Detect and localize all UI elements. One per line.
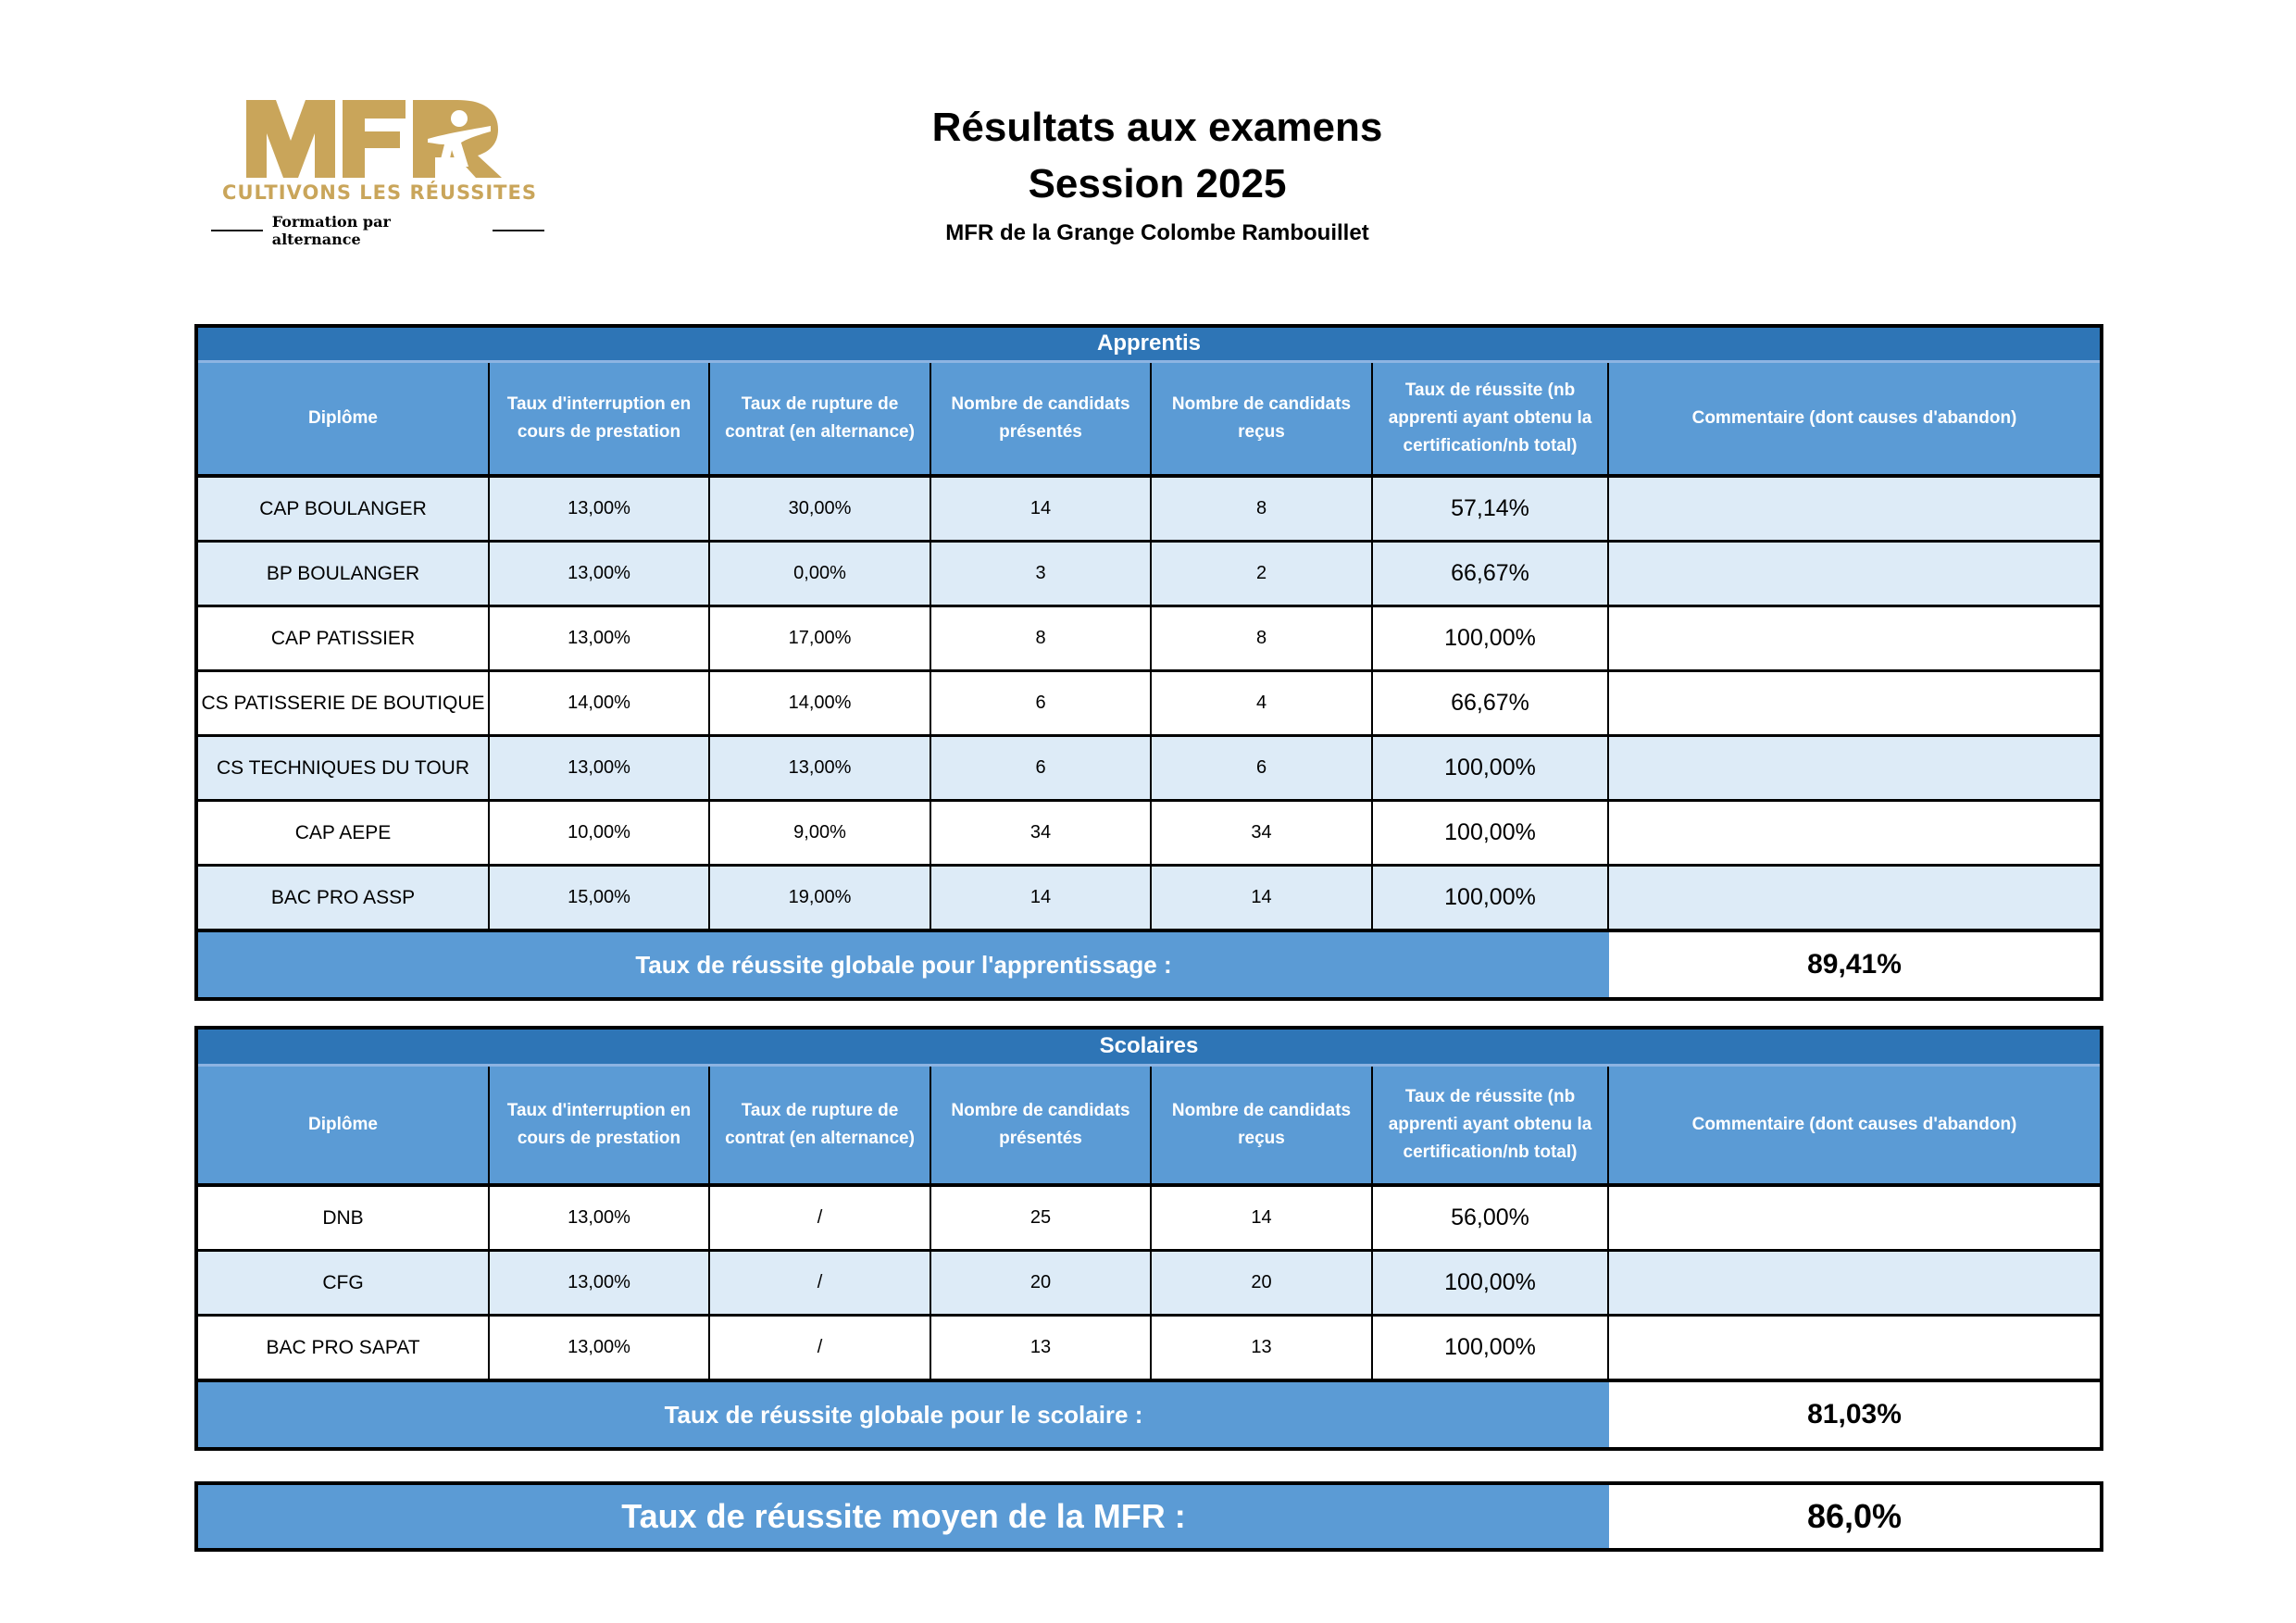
- table-row: [198, 1317, 2100, 1381]
- cell-reussite: 66,67%: [1373, 672, 1609, 734]
- scolaires-total-value: 81,03%: [1609, 1382, 2100, 1447]
- scolaires-header-row: [198, 1067, 2100, 1187]
- cell-diplome: CS PATISSERIE DE BOUTIQUE: [198, 672, 490, 734]
- cell-commentaire: [1609, 672, 2100, 734]
- cell-diplome: CAP PATISSIER: [198, 607, 490, 669]
- apprentis-table: [194, 324, 2103, 1001]
- cell-rupture: /: [710, 1317, 931, 1379]
- table-row: [198, 672, 2100, 737]
- apprentis-title: Apprentis: [198, 328, 2100, 363]
- apprentis-header-row: [198, 363, 2100, 478]
- col-rupture: Taux de rupture de contrat (en alternance): [710, 363, 931, 474]
- cell-presentes: 3: [931, 543, 1152, 605]
- col-recus: Nombre de candidats reçus: [1152, 363, 1373, 474]
- cell-commentaire: [1609, 478, 2100, 540]
- divider: [493, 230, 544, 231]
- cell-interruption: 13,00%: [490, 543, 710, 605]
- cell-presentes: 6: [931, 672, 1152, 734]
- logo-subtitle: [211, 213, 544, 248]
- apprentis-rows: [198, 478, 2100, 931]
- col-presentes: Nombre de candidats présentés: [931, 363, 1152, 474]
- col-interruption: Taux d'interruption en cours de prestation: [490, 363, 710, 474]
- cell-recus: 2: [1152, 543, 1373, 605]
- col-rupture: Taux de rupture de contrat (en alternance): [710, 1067, 931, 1183]
- table-row: [198, 1187, 2100, 1252]
- cell-commentaire: [1609, 607, 2100, 669]
- cell-rupture: 17,00%: [710, 607, 931, 669]
- cell-presentes: 8: [931, 607, 1152, 669]
- table-row: [198, 867, 2100, 931]
- cell-recus: 6: [1152, 737, 1373, 799]
- scolaires-table: [194, 1026, 2103, 1451]
- cell-recus: 20: [1152, 1252, 1373, 1314]
- cell-reussite: 100,00%: [1373, 867, 1609, 929]
- logo-mfr-letters: [239, 93, 535, 185]
- cell-rupture: 14,00%: [710, 672, 931, 734]
- table-row: [198, 802, 2100, 867]
- scolaires-total-row: [198, 1381, 2100, 1447]
- table-row: [198, 478, 2100, 543]
- cell-commentaire: [1609, 867, 2100, 929]
- cell-reussite: 100,00%: [1373, 802, 1609, 864]
- cell-reussite: 66,67%: [1373, 543, 1609, 605]
- mfr-average-label: Taux de réussite moyen de la MFR :: [198, 1485, 1609, 1548]
- cell-presentes: 14: [931, 478, 1152, 540]
- col-recus: Nombre de candidats reçus: [1152, 1067, 1373, 1183]
- cell-interruption: 13,00%: [490, 1187, 710, 1249]
- scolaires-total-label: Taux de réussite globale pour le scolaire :: [198, 1382, 1609, 1447]
- logo-subtitle-text: Formation par alternance: [271, 213, 391, 248]
- col-diplome: Diplôme: [198, 1067, 490, 1183]
- page-title: Résultats aux examens: [931, 105, 1383, 150]
- mfr-logo: [211, 93, 544, 248]
- cell-diplome: CS TECHNIQUES DU TOUR: [198, 737, 490, 799]
- cell-rupture: /: [710, 1187, 931, 1249]
- cell-presentes: 34: [931, 802, 1152, 864]
- cell-commentaire: [1609, 802, 2100, 864]
- cell-diplome: BP BOULANGER: [198, 543, 490, 605]
- divider: [211, 230, 263, 231]
- cell-diplome: BAC PRO ASSP: [198, 867, 490, 929]
- cell-recus: 13: [1152, 1317, 1373, 1379]
- cell-presentes: 13: [931, 1317, 1152, 1379]
- cell-recus: 14: [1152, 1187, 1373, 1249]
- table-row: [198, 737, 2100, 802]
- logo-tagline: CULTIVONS LES RÉUSSITES: [222, 181, 537, 204]
- cell-recus: 34: [1152, 802, 1373, 864]
- cell-commentaire: [1609, 1317, 2100, 1379]
- cell-presentes: 14: [931, 867, 1152, 929]
- cell-presentes: 25: [931, 1187, 1152, 1249]
- cell-presentes: 20: [931, 1252, 1152, 1314]
- cell-diplome: CAP BOULANGER: [198, 478, 490, 540]
- mfr-average-value: 86,0%: [1609, 1485, 2100, 1548]
- cell-interruption: 13,00%: [490, 1317, 710, 1379]
- cell-commentaire: [1609, 1252, 2100, 1314]
- cell-rupture: 19,00%: [710, 867, 931, 929]
- cell-recus: 14: [1152, 867, 1373, 929]
- cell-diplome: BAC PRO SAPAT: [198, 1317, 490, 1379]
- cell-diplome: CAP AEPE: [198, 802, 490, 864]
- session-title: Session 2025: [1028, 161, 1287, 206]
- col-interruption: Taux d'interruption en cours de prestation: [490, 1067, 710, 1183]
- cell-commentaire: [1609, 737, 2100, 799]
- cell-interruption: 13,00%: [490, 737, 710, 799]
- cell-diplome: CFG: [198, 1252, 490, 1314]
- page-header: [778, 100, 1537, 252]
- col-presentes: Nombre de candidats présentés: [931, 1067, 1152, 1183]
- cell-reussite: 100,00%: [1373, 737, 1609, 799]
- mfr-average-row: [194, 1481, 2103, 1552]
- cell-rupture: 9,00%: [710, 802, 931, 864]
- col-reussite: Taux de réussite (nb apprenti ayant obtenu la certification/nb total): [1373, 363, 1609, 474]
- cell-reussite: 56,00%: [1373, 1187, 1609, 1249]
- cell-rupture: 0,00%: [710, 543, 931, 605]
- cell-reussite: 57,14%: [1373, 478, 1609, 540]
- cell-interruption: 10,00%: [490, 802, 710, 864]
- cell-rupture: 13,00%: [710, 737, 931, 799]
- cell-diplome: DNB: [198, 1187, 490, 1249]
- cell-rupture: /: [710, 1252, 931, 1314]
- cell-recus: 4: [1152, 672, 1373, 734]
- apprentis-total-label: Taux de réussite globale pour l'apprentissage :: [198, 932, 1609, 997]
- cell-commentaire: [1609, 1187, 2100, 1249]
- scolaires-rows: [198, 1187, 2100, 1381]
- col-diplome: Diplôme: [198, 363, 490, 474]
- apprentis-total-value: 89,41%: [1609, 932, 2100, 997]
- cell-reussite: 100,00%: [1373, 1317, 1609, 1379]
- cell-interruption: 13,00%: [490, 478, 710, 540]
- cell-recus: 8: [1152, 607, 1373, 669]
- cell-interruption: 15,00%: [490, 867, 710, 929]
- cell-commentaire: [1609, 543, 2100, 605]
- col-commentaire: Commentaire (dont causes d'abandon): [1691, 1115, 2017, 1134]
- apprentis-total-row: [198, 931, 2100, 997]
- cell-interruption: 13,00%: [490, 607, 710, 669]
- cell-recus: 8: [1152, 478, 1373, 540]
- col-reussite: Taux de réussite (nb apprenti ayant obtenu la certification/nb total): [1373, 1067, 1609, 1183]
- institution-name: MFR de la Grange Colombe Rambouillet: [945, 220, 1369, 245]
- cell-presentes: 6: [931, 737, 1152, 799]
- scolaires-title: Scolaires: [198, 1030, 2100, 1067]
- col-commentaire: Commentaire (dont causes d'abandon): [1691, 408, 2017, 428]
- cell-reussite: 100,00%: [1373, 1252, 1609, 1314]
- cell-interruption: 14,00%: [490, 672, 710, 734]
- cell-interruption: 13,00%: [490, 1252, 710, 1314]
- cell-rupture: 30,00%: [710, 478, 931, 540]
- table-row: [198, 607, 2100, 672]
- cell-reussite: 100,00%: [1373, 607, 1609, 669]
- table-row: [198, 543, 2100, 607]
- table-row: [198, 1252, 2100, 1317]
